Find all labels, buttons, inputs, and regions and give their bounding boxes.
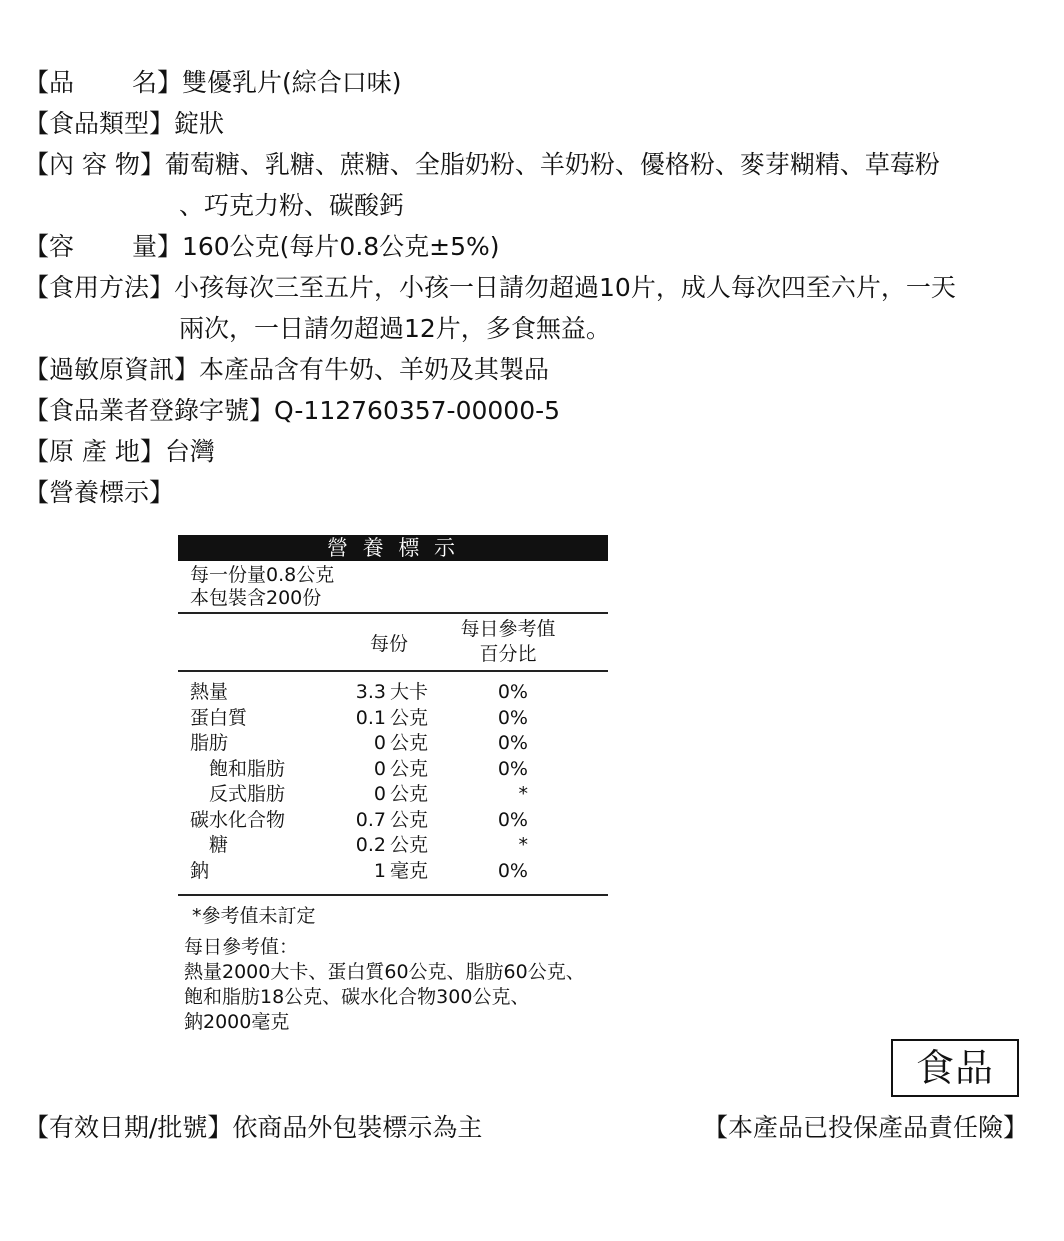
nutrient-row: 熱量 3.3 大卡 0% (190, 681, 528, 703)
info-label: 【食用方法】 (24, 273, 175, 302)
info-continuation: 、巧克力粉、碳酸鈣 (179, 191, 405, 220)
info-label: 【過敏原資訊】 (24, 355, 200, 384)
nutrient-row: 鈉 1 毫克 0% (190, 859, 528, 882)
info-row (24, 103, 1034, 144)
nutrient-row: 碳水化合物 0.7 公克 0% (190, 808, 528, 831)
info-row (24, 472, 1034, 513)
product-info (24, 62, 1034, 513)
info-row (24, 349, 1034, 390)
nutrient-row: 飽和脂肪 0 公克 0% (190, 757, 528, 780)
info-row (24, 431, 1034, 472)
info-value: Q-112760357-00000-5 (274, 396, 561, 425)
serving-info (178, 561, 608, 614)
info-label: 【營養標示】 (24, 478, 175, 507)
info-label: 【品 名】 (24, 68, 182, 97)
nutrient-rows (178, 672, 608, 896)
nutrient-row: 脂肪 0 公克 0% (190, 732, 528, 754)
nutrition-title: 營 養 標 示 (178, 535, 608, 561)
info-value (174, 472, 1034, 513)
nutrient-row: 反式脂肪 0 公克 * (190, 783, 528, 805)
column-header (178, 614, 608, 672)
info-row (24, 390, 1034, 431)
nutrient-row: 蛋白質 0.1 公克 0% (190, 706, 528, 729)
info-label: 【食品類型】 (24, 109, 175, 138)
col-per-serving: 每份 (369, 632, 408, 655)
col-daily-value: 每日參考值 百分比 (460, 618, 556, 665)
info-label: 【容 量】 (24, 232, 182, 261)
daily-value-line: 飽和脂肪18公克、碳水化合物300公克、 (184, 986, 530, 1008)
info-label: 【內 容 物】 (24, 150, 165, 179)
info-value: 160公克(每片0.8公克±5%) (181, 232, 500, 261)
info-row (24, 267, 1034, 308)
footnote-note: *參考值未訂定 (192, 905, 316, 927)
nutrition-table (178, 535, 608, 1035)
serving-size: 每一份量0.8公克 (190, 564, 335, 586)
daily-value-line: 鈉2000毫克 (184, 1011, 290, 1033)
info-value: 雙優乳片(綜合口味) (181, 68, 402, 97)
info-value: 台灣 (164, 437, 215, 466)
info-value: 小孩每次三至五片，小孩一日請勿超過10片，成人每次四至六片，一天 (174, 273, 956, 302)
daily-value-title: 每日參考值： (184, 936, 299, 958)
info-value: 錠狀 (174, 109, 225, 138)
servings-per-pack: 本包裝含200份 (190, 587, 322, 609)
info-label: 【食品業者登錄字號】 (24, 396, 275, 425)
expiry-note: 【有效日期/批號】依商品外包裝標示為主 (24, 1113, 483, 1142)
daily-value-line: 熱量2000大卡、蛋白質60公克、脂肪60公克、 (184, 961, 585, 983)
info-value: 本產品含有牛奶、羊奶及其製品 (199, 355, 550, 384)
info-continuation: 兩次，一日請勿超過12片，多食無益。 (179, 314, 611, 343)
info-row (24, 144, 1034, 185)
info-row (24, 226, 1034, 267)
info-label: 【原 產 地】 (24, 437, 165, 466)
nutrient-row: 糖 0.2 公克 * (190, 834, 528, 856)
nutrition-footnote (178, 896, 608, 1035)
food-stamp: 食品 (891, 1039, 1019, 1097)
info-value: 葡萄糖、乳糖、蔗糖、全脂奶粉、羊奶粉、優格粉、麥芽糊精、草莓粉 (164, 150, 940, 179)
info-row (24, 62, 1034, 103)
insurance-note: 【本產品已投保產品責任險】 (702, 1113, 1028, 1142)
